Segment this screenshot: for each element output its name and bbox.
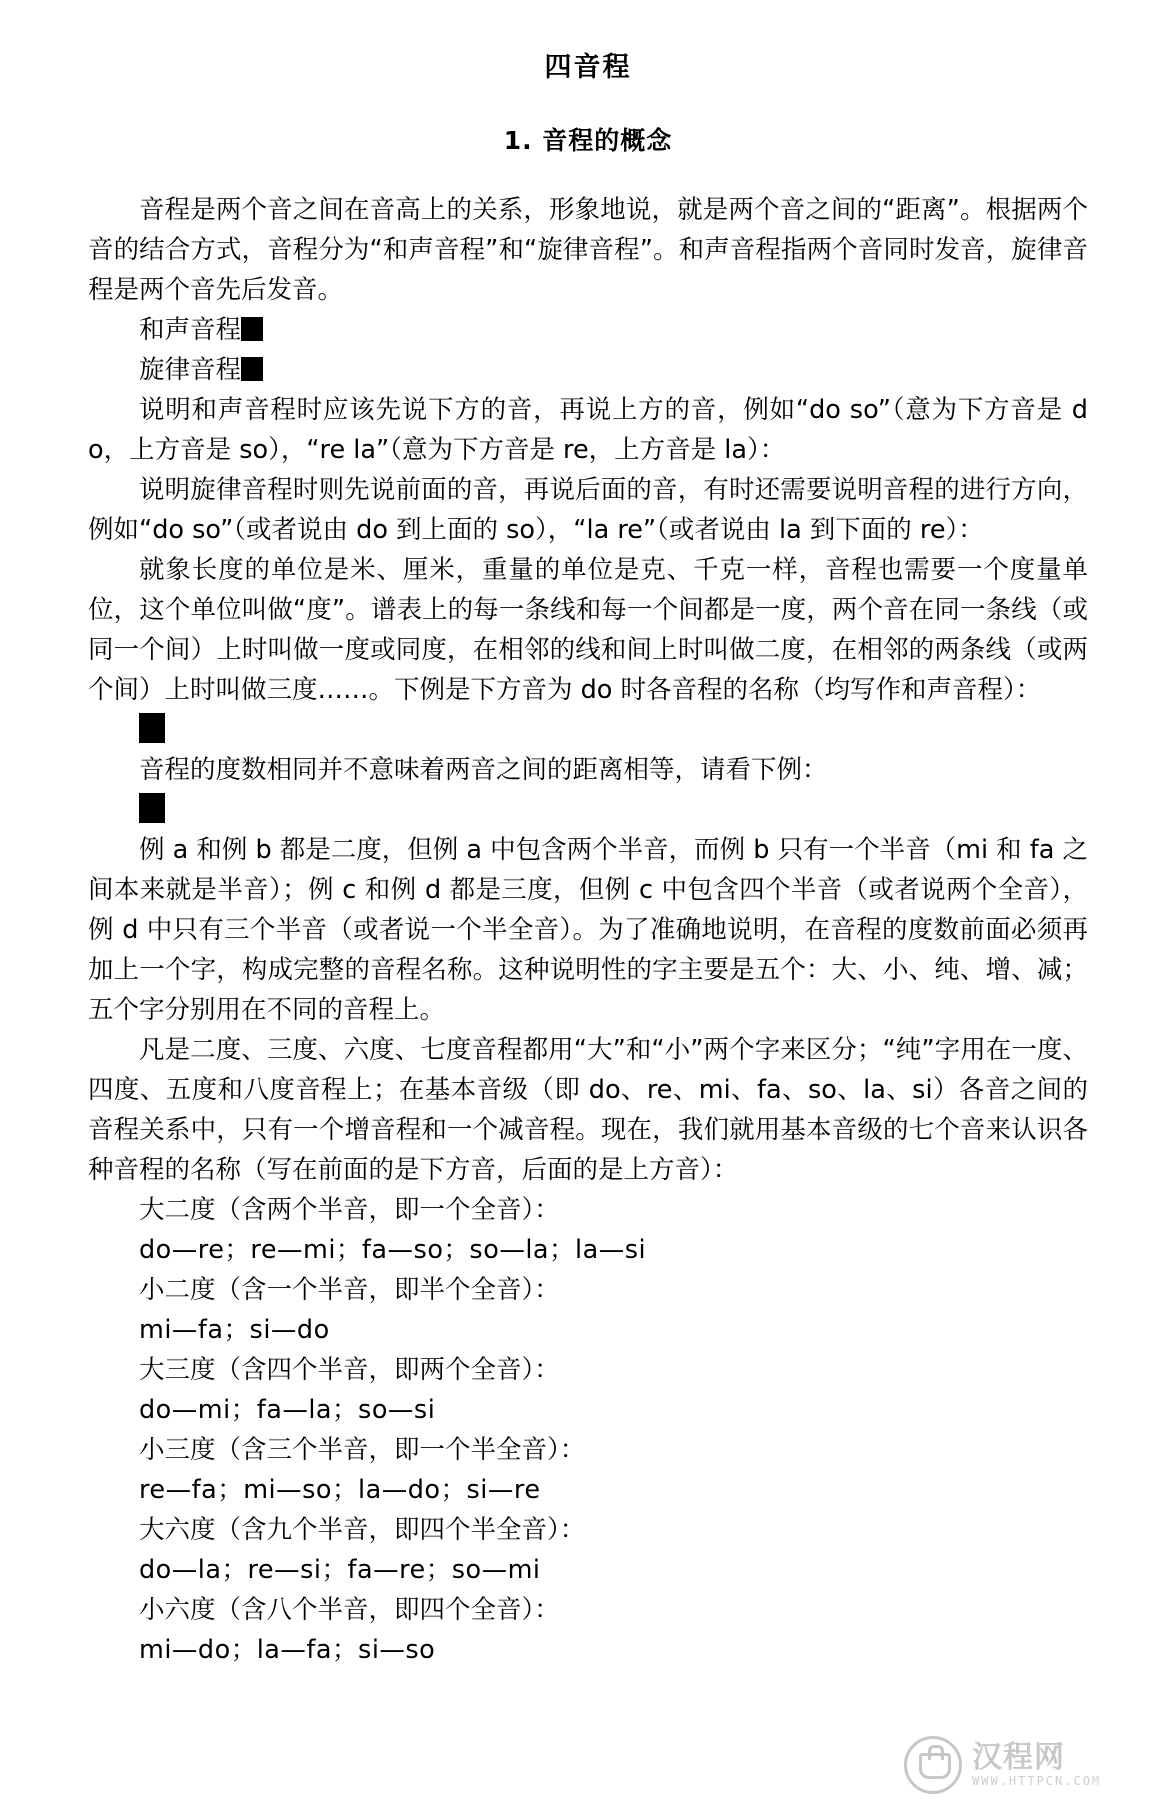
interval-notes-2: do—mi；fa—la；so—si bbox=[139, 1395, 436, 1426]
paragraph-naming-rules: 凡是二度、三度、六度、七度音程都用“大”和“小”两个字来区分；“纯”字用在一度、四度、五度和八度音程上；在基本音级（即 do、re、mi、fa、so、la、si）各音之间的音程关系中，只有一个增音程和一个减音程。现在，我们就用基本音级的七个音来认识各种音程的名称（写在前面的是下方音，后面的是上方音）： bbox=[88, 1035, 1088, 1186]
label-melodic-interval bbox=[88, 350, 1088, 390]
interval-name-5: 小六度（含八个半音，即四个全音）： bbox=[139, 1595, 560, 1626]
interval-name-3: 小三度（含三个半音，即一个半全音）： bbox=[139, 1435, 586, 1466]
watermark-site-name: 汉程网 bbox=[972, 1740, 1065, 1776]
paragraph-harmonic-explain: 说明和声音程时应该先说下方的音，再说上方的音，例如“do so”（意为下方音是 do，上方音是 so），“re la”（意为下方音是 re，上方音是 la）： bbox=[88, 395, 1088, 466]
missing-image-placeholder-icon bbox=[139, 713, 165, 743]
paragraph-concept-intro: 音程是两个音之间在音高上的关系，形象地说，就是两个音之间的“距离”。根据两个音的结合方式，音程分为“和声音程”和“旋律音程”。和声音程指两个音同时发音，旋律音程是两个音先后发音。 bbox=[88, 195, 1088, 306]
paragraph-degree-unit: 就象长度的单位是米、厘米，重量的单位是克、千克一样，音程也需要一个度量单位，这个单位叫做“度”。谱表上的每一条线和每一个间都是一度，两个音在同一条线（或同一个间）上时叫做一度或同度，在相邻的线和间上时叫做二度，在相邻的两条线（或两个间）上时叫做三度……。下例是下方音为 do 时各音程的名称（均写作和声音程）： bbox=[88, 555, 1088, 706]
paragraph-melodic-explain: 说明旋律音程时则先说前面的音，再说后面的音，有时还需要说明音程的进行方向，例如“do so”（或者说由 do 到上面的 so），“la re”（或者说由 la 到下面的 re）： bbox=[88, 475, 1088, 546]
interval-name-0: 大二度（含两个半音，即一个全音）： bbox=[139, 1195, 560, 1226]
interval-notes-4: do—la；re—si；fa—re；so—mi bbox=[139, 1555, 541, 1586]
label-harmonic-interval bbox=[88, 310, 1088, 350]
paragraph-same-degree: 音程的度数相同并不意味着两音之间的距离相等，请看下例： bbox=[139, 755, 828, 786]
label-melodic-interval-text: 旋律音程 bbox=[139, 355, 242, 386]
page-title: 四音程 bbox=[544, 52, 632, 83]
document-content bbox=[88, 0, 1088, 1670]
interval-name-4: 大六度（含九个半音，即四个半全音）： bbox=[139, 1515, 586, 1546]
watermark-logo-icon bbox=[904, 1736, 962, 1794]
interval-notes-0: do—re；re—mi；fa—so；so—la；la—si bbox=[139, 1235, 647, 1266]
interval-notes-1: mi—fa；si—do bbox=[139, 1315, 330, 1346]
label-harmonic-interval-text: 和声音程 bbox=[139, 315, 242, 346]
figure-placeholder-intervals bbox=[88, 710, 1088, 750]
interval-name-2: 大三度（含四个半音，即两个全音）： bbox=[139, 1355, 560, 1386]
watermark bbox=[904, 1734, 1154, 1796]
document-body bbox=[88, 190, 1088, 1670]
figure-placeholder-examples bbox=[88, 790, 1088, 830]
paragraph-examples-abcd: 例 a 和例 b 都是二度，但例 a 中包含两个半音，而例 b 只有一个半音（mi 和 fa 之间本来就是半音）；例 c 和例 d 都是三度，但例 c 中包含四个半音（或者说两个全音），例 d 中只有三个半音（或者说一个半全音）。为了准确地说明，在音程的度数前面必须再加上一个字，构成完整的音程名称。这种说明性的字主要是五个：大、小、纯、增、减；五个字分别用在不同的音程上。 bbox=[88, 835, 1088, 1026]
missing-image-placeholder-icon bbox=[139, 793, 165, 823]
interval-notes-3: re—fa；mi—so；la—do；si—re bbox=[139, 1475, 541, 1506]
section-heading: 1. 音程的概念 bbox=[503, 126, 673, 156]
interval-name-1: 小二度（含一个半音，即半个全音）： bbox=[139, 1275, 560, 1306]
missing-image-placeholder-icon bbox=[241, 317, 263, 341]
missing-image-placeholder-icon bbox=[241, 357, 263, 381]
interval-notes-5: mi—do；la—fa；si—so bbox=[139, 1635, 436, 1666]
watermark-text bbox=[972, 1742, 1101, 1788]
watermark-site-url: WWW.HTTPCN.COM bbox=[972, 1773, 1102, 1788]
